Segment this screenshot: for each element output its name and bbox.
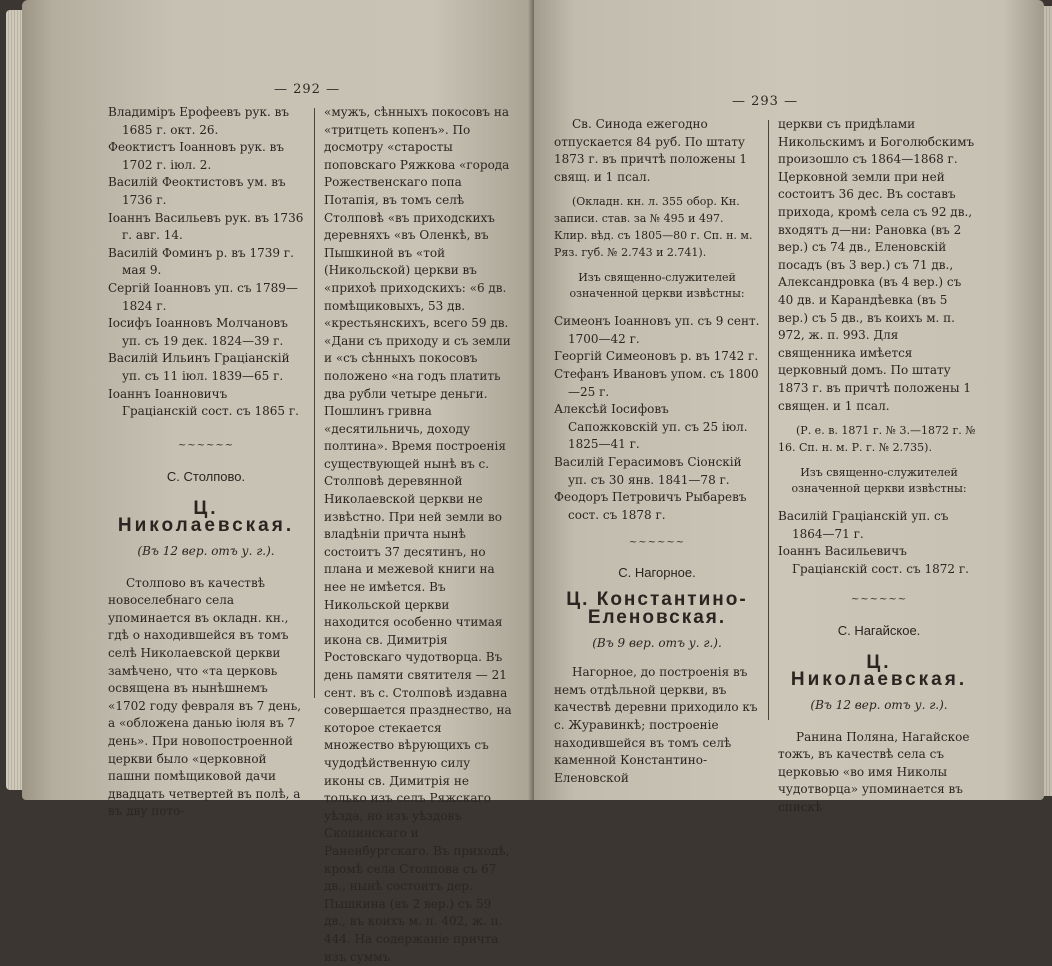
page-number: — 292 — xyxy=(274,82,341,97)
list-item: Іосифъ Іоанновъ Молчановъ уп. съ 19 дек. 1824—39 г. xyxy=(108,316,288,348)
list-item: Феодоръ Петровичъ Рыбаревъ сост. съ 1878 г. xyxy=(554,490,747,522)
paragraph: «мужъ, сѣнныхъ покосовъ на «тритцеть копенъ». По досмотру «старосты поповскаго Ряжкова «города Рожественскаго попа Потапія, въ томъ селѣ Столповѣ «въ приходскихъ деревняхъ «въ Оленкѣ, въ Пышкиной въ «той (Никольской) церкви въ «прихоѣ приходскихъ: «6 дв. помѣщиковыхъ, 53 дв. «крестьянскихъ, всего 59 дв. «Дани съ приходу и съ земли и «съ сѣнныхъ покосовъ положено «на годъ платить два рубли четыре деньги. Пошлинъ гривна «десятильничь, доходу полтина». Время построенія существующей нынѣ въ с. Столповѣ деревянной Николаевской церкви не извѣстно. При ней земли во владѣніи причта нынѣ состоитъ 37 десятинъ, но плана и межевой книги на нее не имѣется. Въ Никольской церкви находится особенно чтимая икона св. Димитрія Ростовскаго чудотворца. Въ день памяти святителя — 21 сент. въ с. Столповѣ издавна совершается празднество, на которое стекается множество вѣрующихъ съ чудодѣйственную силу иконы св. Димитрія не только изъ селъ Ряжскаго уѣзда, но изъ уѣздовъ Скопинскаго и Раненбургскаго. Въ приходѣ, кромѣ села Столпова съ 67 дв., нынѣ состоитъ дер. Пышкина (въ 2 вер.) съ 59 дв., въ коихъ м. п. 402, ж. п. 444. На содержаніе причта изъ суммъ xyxy=(324,105,512,964)
clergy-list xyxy=(554,313,760,524)
paragraph: Св. Синода ежегодно отпускается 84 руб. По штату 1873 г. въ причтѣ положены 1 свящ. и 1 псал. xyxy=(554,117,747,184)
list-item: Стефанъ Ивановъ упом. съ 1800—25 г. xyxy=(554,366,759,399)
list-item: Іоаннъ Васильевичъ Граціанскій сост. съ 1872 г. xyxy=(778,544,969,577)
clergy-list xyxy=(108,104,304,421)
left-column-2 xyxy=(324,104,512,966)
list-item: Василій Ильинъ Граціанскій уп. съ 11 іюл. 1839—65 г. xyxy=(108,351,290,383)
list-item: Симеонъ Іоанновъ уп. съ 9 сент. 1700—42 г. xyxy=(554,314,760,346)
list-item: Василій Фоминъ р. въ 1739 г. мая 9. xyxy=(108,245,294,278)
list-item: Феоктистъ Іоанновъ рук. въ 1702 г. іюл. 2. xyxy=(108,140,285,172)
list-item: Іоаннъ Васильевъ рук. въ 1736 г. авг. 14. xyxy=(108,210,304,243)
clergy-heading: Изъ священно-служителей означенной церкви извѣстны: xyxy=(791,465,967,496)
village-heading: С. Нагорное. xyxy=(618,564,696,580)
distance-note: (Въ 9 вер. отъ у. г.). xyxy=(592,635,722,650)
column-divider xyxy=(314,108,315,698)
list-item: Іоаннъ Іоанновичъ Граціанскій сост. съ 1865 г. xyxy=(108,386,299,419)
left-page xyxy=(22,0,534,964)
list-item: Георгій Симеоновъ р. въ 1742 г. xyxy=(554,349,759,364)
distance-note: (Въ 12 вер. отъ у. г.). xyxy=(810,698,948,713)
village-heading: С. Столпово. xyxy=(166,469,246,485)
column-divider xyxy=(768,120,769,720)
list-item: Владиміръ Ерофеевъ рук. въ 1685 г. окт. 26. xyxy=(108,105,290,137)
left-column-1 xyxy=(108,104,304,821)
section-divider: ~~~~~~ xyxy=(628,537,686,549)
section-divider: ~~~~~~ xyxy=(177,439,235,451)
village-heading: С. Нагайское. xyxy=(837,623,921,639)
list-item: Василій Феоктистовъ ум. въ 1736 г. xyxy=(108,175,286,207)
clergy-list xyxy=(778,508,980,578)
page-number: — 293 — xyxy=(732,94,799,109)
church-heading: Ц. Константино-Еленовская. xyxy=(566,589,748,629)
paragraph: церкви съ придѣлами Никольскимъ и Боголюбскимъ произошло съ 1864—1868 г. Церковной земли при ней состоитъ 36 дес. Въ составъ прихода, кромѣ села съ 92 дв., входятъ д—ни: Рановка (въ 2 вер.) съ 74 дв., Еленовскій посадъ (въ 3 вер.) съ 71 дв., Александровка (въ 4 вер.) съ 40 дв. и Карандѣевка (въ 5 вер.) съ 5 дв., въ коихъ м. п. 972, ж. п. 993. Для священника имѣется церковный домъ. По штату 1873 г. въ причтѣ положены 1 священ. и 1 псал. xyxy=(778,117,975,413)
list-item: Василій Герасимовъ Сіонскій уп. съ 30 янв. 1841—78 г. xyxy=(554,454,742,487)
right-column-1 xyxy=(554,116,760,787)
section-divider: ~~~~~~ xyxy=(850,593,908,605)
church-heading: Ц. Николаевская. xyxy=(117,497,295,537)
references: (Окладн. кн. л. 355 обор. Кн. записи. став. за № 495 и 497. Клир. вѣд. съ 1805—80 г. Сп. н. м. Ряз. губ. № 2.743 и 2.741). xyxy=(554,195,753,259)
paragraph: Столпово въ качествѣ новоселебнаго села упоминается въ окладн. кн., гдѣ о находившейся въ томъ селѣ Николаевской церкви замѣчено, что «та церковь освящена въ нынѣшнемъ «1702 году февраля въ 7 день, а «обложена данью іюля въ 7 день». При новопостроенной церкви было «церковной пашни помѣщиковой дачи двадцать четвертей въ полѣ, а въ дву пото- xyxy=(108,575,302,819)
list-item: Василій Граціанскій уп. съ 1864—71 г. xyxy=(778,509,949,541)
right-column-2 xyxy=(778,116,980,817)
distance-note: (Въ 12 вер. отъ у. г.). xyxy=(137,544,275,559)
right-page xyxy=(534,0,1044,814)
list-item: Алексѣй Іосифовъ Сапожковскій уп. съ 25 іюл. 1825—41 г. xyxy=(554,402,748,452)
church-heading: Ц. Николаевская. xyxy=(790,651,968,691)
list-item: Сергій Іоанновъ уп. съ 1789—1824 г. xyxy=(108,280,298,313)
paragraph: Ранина Поляна, Нагайское тожъ, въ качествѣ села съ церковью «во имя Николы чудотворца» упоминается въ спискѣ xyxy=(778,729,970,814)
references: (Р. е. в. 1871 г. № 3.—1872 г. № 16. Сп. н. м. Р. г. № 2.735). xyxy=(778,424,976,454)
paragraph: Нагорное, до построенія въ немъ отдѣльной церкви, въ качествѣ деревни приходило къ с. Журавинкѣ; построеніе находившейся въ томъ селѣ каменной Константино-Еленовской xyxy=(554,665,758,785)
clergy-heading: Изъ священно-служителей означенной церкви извѣстны: xyxy=(569,270,745,301)
